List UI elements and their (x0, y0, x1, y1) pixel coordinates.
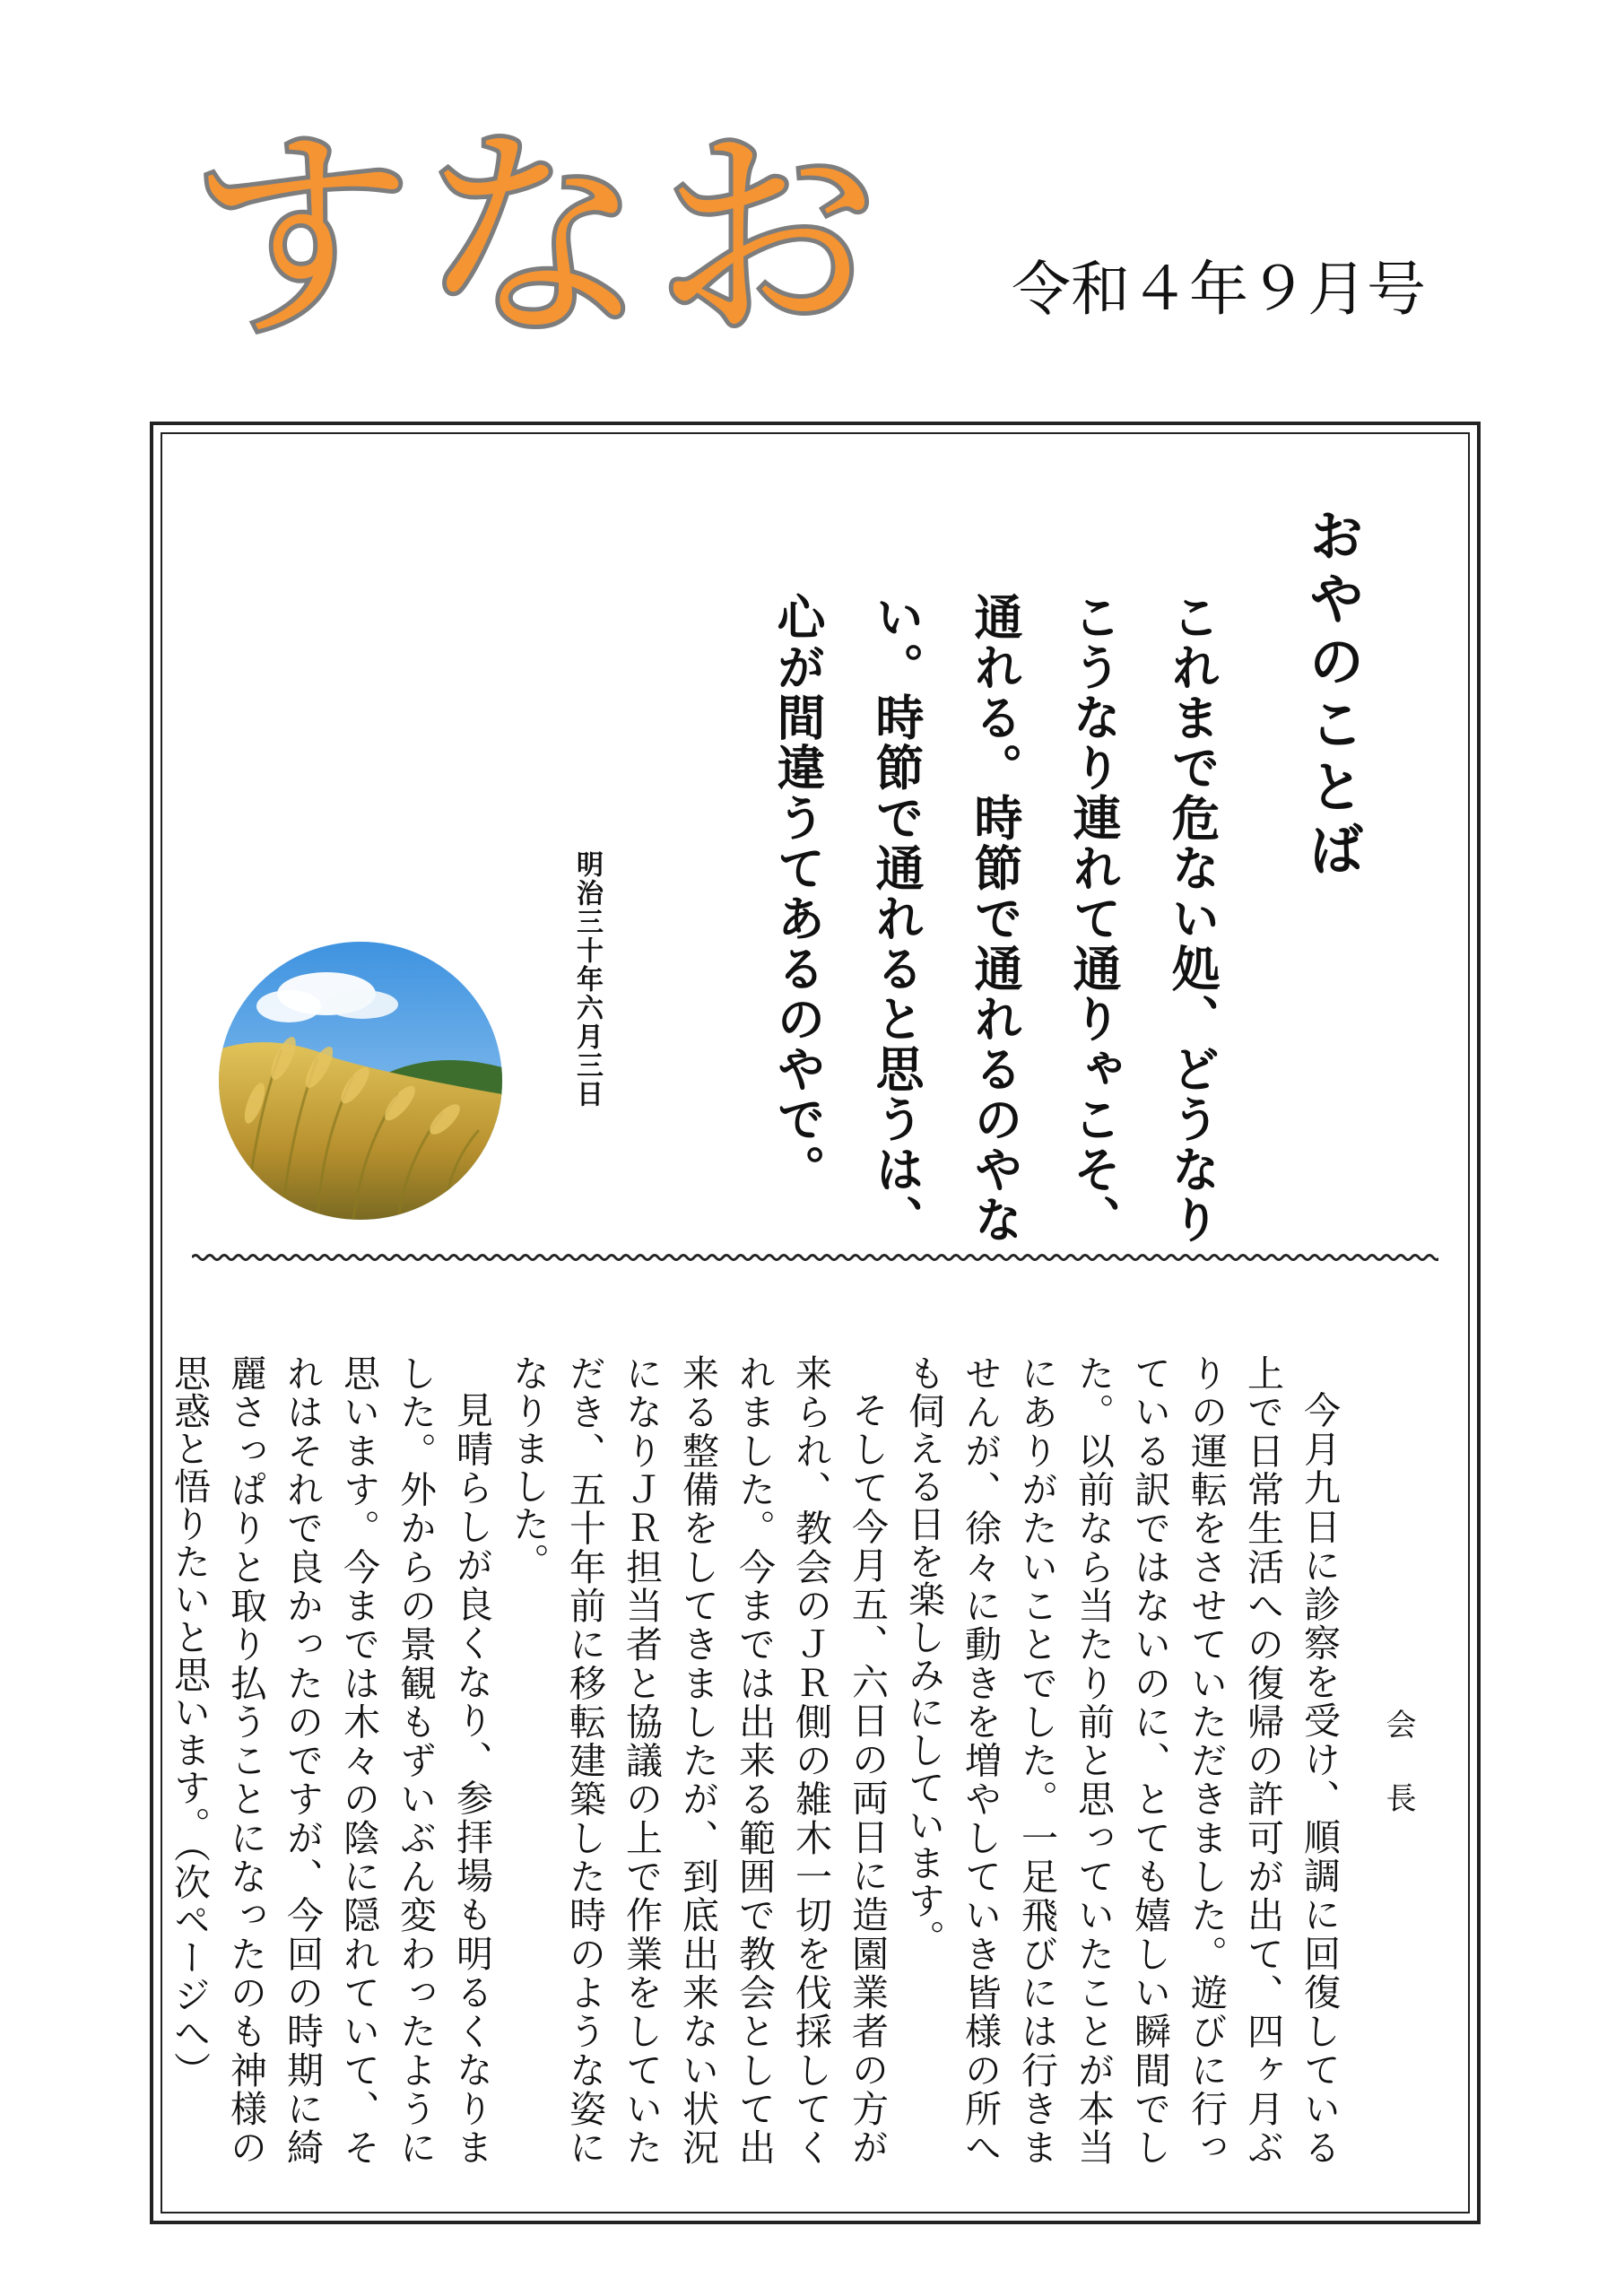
kotoba-body: これまで危ない処、どうなりこうなり連れて通りゃこそ、通れる。時節で通れるのやない。時節で通れると思うは、心が間違うてあるのやで。 (769, 592, 1221, 1245)
rice-field-photo (219, 942, 502, 1220)
masthead-title: すなお (188, 107, 888, 368)
issue-date: 令和４年９月号 (1012, 255, 1426, 324)
kotoba-title: おやのことば (1299, 507, 1365, 883)
article-paragraph: そして今月五、六日の両日に造園業者の方が来られ、教会のＪＲ側の雑木一切を伐採してくれました。今までは出来る範囲で教会として出来る整備をしてきましたが、到底出来ない状況になりＪＲ担当者と協議の上で作業をしていただき、五十年前に移転建築した時のような姿になりました。 (507, 1354, 889, 2167)
article-paragraph: 見晴らしが良くなり、参拝場も明るくなりました。外からの景観もずいぶん変わったように思います。今までは木々の陰に隠れていて、それはそれで良かったのですが、今回の時期に綺麗さっぱりと取り払うことになったのも神様の思惑と悟りたいと思います。（次ページへ） (168, 1354, 493, 2167)
wavy-divider (192, 1248, 1438, 1266)
kotoba-date: 明治三十年六月三日 (571, 850, 603, 1109)
article-body (161, 1354, 1347, 2166)
article-paragraph: 今月九日に診察を受け、順調に回復している上で日常生活への復帰の許可が出て、四ヶ月ぶりの運転をさせていただきました。遊びに行っている訳ではないのに、とても嬉しい瞬間でした。以前なら当たり前と思っていたことが本当にありがたいことでした。一足飛びには行きませんが、徐々に動きを増やしていき皆様の所へも伺える日を楽しみにしています。 (902, 1354, 1341, 2167)
article-author: 会長 (1380, 1709, 1416, 1856)
